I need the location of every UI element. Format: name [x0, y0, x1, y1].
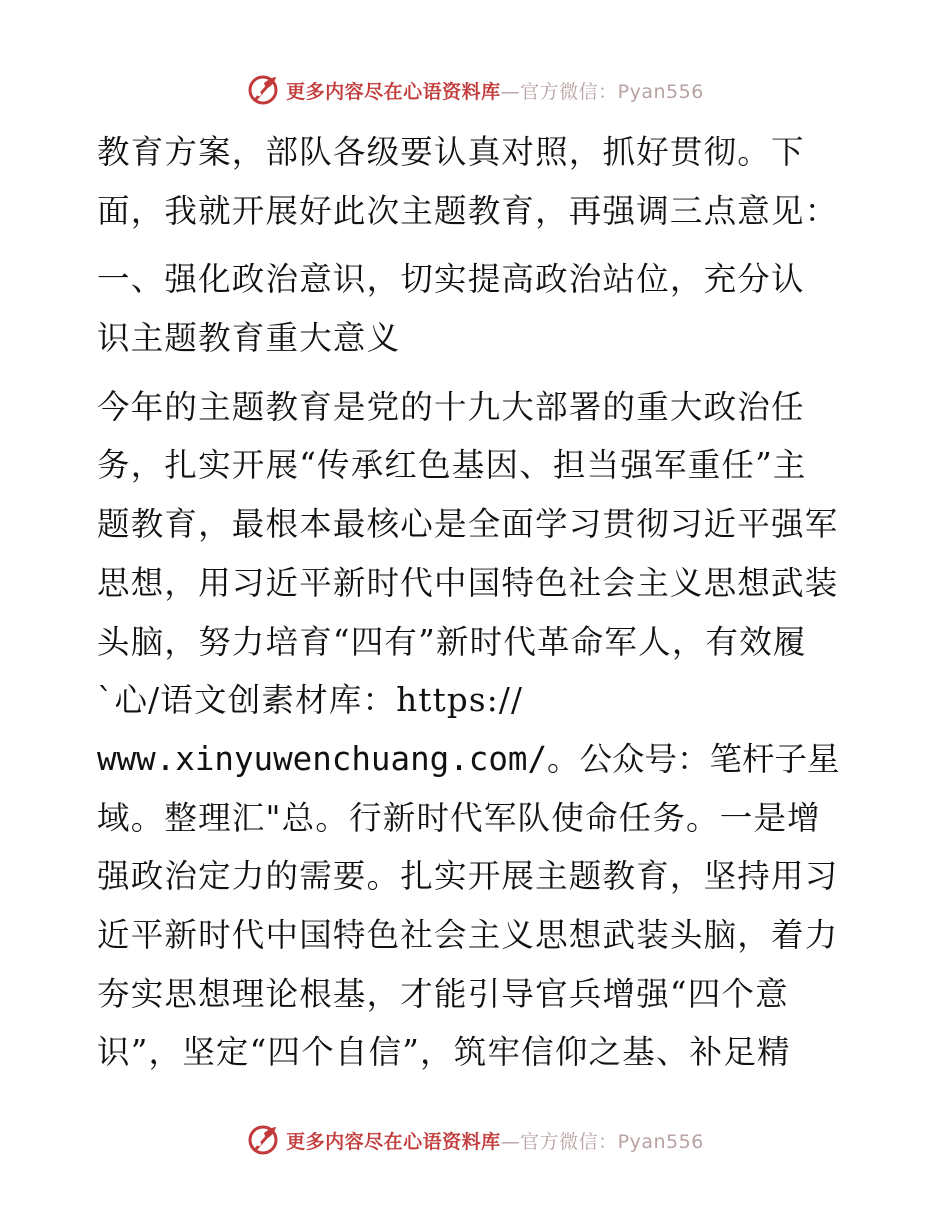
text-line: `心/语文创素材库：https:// [97, 681, 524, 720]
text-line: www.xinyuwenchuang.com/。公众号：笔杆子星 [97, 739, 840, 778]
footer-watermark [0, 1120, 950, 1160]
text-line: 教育方案，部队各级要认真对照，抓好贯彻。下 [97, 133, 805, 171]
text-line: 识”，坚定“四个自信”，筑牢信仰之基、补足精 [97, 1033, 791, 1072]
section-heading [97, 250, 857, 367]
text-line: 近平新时代中国特色社会主义思想武装头脑，着力 [97, 915, 839, 954]
banner-wechat: —官方微信：Pyan556 [500, 1130, 704, 1153]
banner-title: 更多内容尽在心语资料库 [286, 1130, 501, 1153]
banner-wechat: —官方微信：Pyan556 [500, 80, 704, 103]
text-line: 一、强化政治意识，切实提高政治站位，充分认 [97, 260, 805, 299]
paragraph [97, 378, 857, 1082]
text-line: 识主题教育重大意义 [97, 319, 401, 358]
header-watermark [0, 70, 950, 110]
paragraph [97, 123, 857, 240]
document-body [97, 123, 857, 1082]
text-line: 头脑，努力培育“四有”新时代革命军人，有效履 [97, 622, 807, 661]
text-line: 务，扎实开展“传承红色基因、担当强军重任”主 [97, 446, 807, 485]
text-line: 思想，用习近平新时代中国特色社会主义思想武装 [97, 563, 839, 602]
text-line: 夯实思想理论根基，才能引导官兵增强“四个意 [97, 974, 789, 1013]
text-line: 今年的主题教育是党的十九大部署的重大政治任 [97, 387, 805, 426]
quill-logo-icon [246, 73, 280, 107]
text-line: 域。整理汇"总。行新时代军队使命任务。一是增 [97, 798, 821, 837]
text-line: 强政治定力的需要。扎实开展主题教育，坚持用习 [97, 857, 839, 896]
text-line: 面，我就开展好此次主题教育，再强调三点意见： [97, 191, 839, 230]
text-line: 题教育，最根本最核心是全面学习贯彻习近平强军 [97, 505, 839, 544]
quill-logo-icon [246, 1123, 280, 1157]
banner-title: 更多内容尽在心语资料库 [286, 80, 501, 103]
